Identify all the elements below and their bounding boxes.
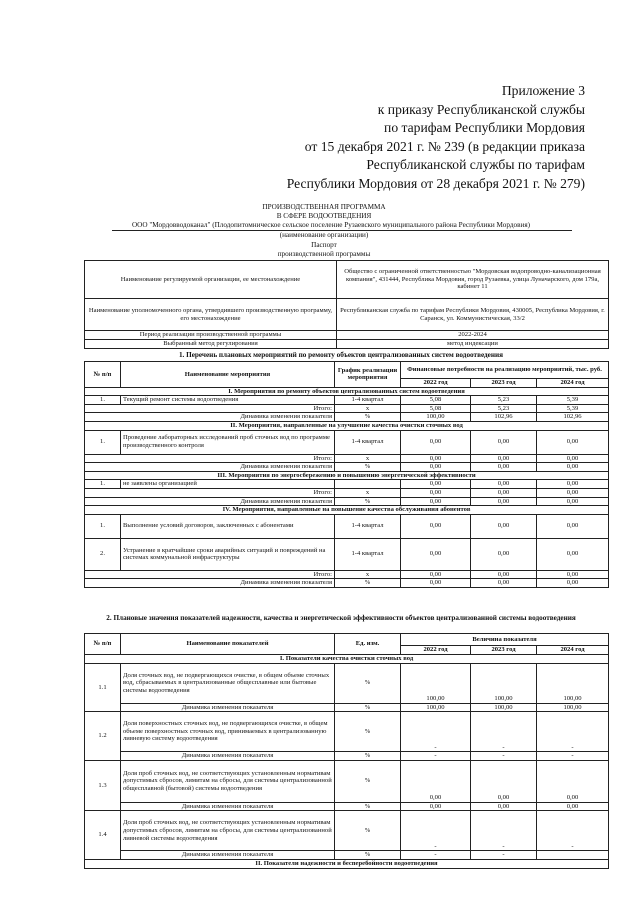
row-value: 0,00 (401, 488, 471, 497)
col-header-value: Величина показателя (401, 634, 609, 646)
row-name: Итого: (85, 570, 335, 579)
passport-value: Республиканская служба по тарифам Республики Мордовия, 430005, Республика Мордовия, г. Саранск, ул. Коммунистическая, 33/2 (337, 299, 609, 331)
total-row (85, 454, 609, 463)
appendix-line: Республики Мордовия от 28 декабря 2021 г. № 279) (286, 175, 585, 191)
section-title: IV. Мероприятия, направленные на повышение качества обслуживания абонентов (85, 506, 609, 515)
row-name: Итого: (85, 404, 335, 413)
row-value: 0,00 (537, 454, 609, 463)
row-name: Выполнение условий договоров, заключенных с абонентами (121, 514, 335, 538)
row-value: 5,23 (471, 404, 537, 413)
row-schedule: 1-4 квартал (335, 538, 401, 570)
passport-value: метод индексации (337, 340, 609, 349)
row-name: Динамика изменения показателя (85, 463, 335, 472)
row-schedule: 1-4 квартал (335, 514, 401, 538)
row-schedule (335, 480, 401, 489)
row-value: 0,00 (471, 514, 537, 538)
section-title: II. Мероприятия, направленные на улучшение качества очистки сточных вод (85, 421, 609, 430)
row-value: 0,00 (401, 802, 471, 811)
row-value: 0,00 (537, 570, 609, 579)
dynamics-row (85, 752, 609, 761)
row-value: - (471, 752, 537, 761)
passport-row (85, 340, 609, 349)
row-name: не заявлены организацией (121, 480, 335, 489)
row-value: 0,00 (401, 514, 471, 538)
row-value: 100,00 (401, 703, 471, 712)
row-value: 0,00 (537, 538, 609, 570)
row-schedule: % (335, 497, 401, 506)
row-schedule: % (335, 579, 401, 588)
row-name: Итого: (85, 488, 335, 497)
row-value: - (401, 811, 471, 851)
section-title: III. Мероприятия по энергосбережению и повышению энергетической эффективности (85, 471, 609, 480)
table-row (85, 760, 609, 802)
col-header-year: 2023 год (471, 646, 537, 655)
row-value: 100,00 (401, 663, 471, 703)
row-unit: % (335, 811, 401, 851)
row-value: 0,00 (471, 430, 537, 454)
row-schedule: 1-4 квартал (335, 430, 401, 454)
row-value: - (537, 752, 609, 761)
row-value: 100,00 (537, 663, 609, 703)
row-name: Доля проб сточных вод, не соответствующих установленным нормативам допустимых сбросов, лимитам на сбросы, для системы централизованной общесплавной (бытовой) системы водоотведения (121, 760, 335, 802)
table-row (85, 663, 609, 703)
row-name: Динамика изменения показателя (85, 497, 335, 506)
section-row (85, 421, 609, 430)
row-value: 0,00 (537, 480, 609, 489)
dynamics-row (85, 851, 609, 860)
dynamics-row (85, 413, 609, 422)
row-value: 0,00 (537, 497, 609, 506)
row-schedule: х (335, 454, 401, 463)
row-unit: % (335, 802, 401, 811)
row-value: 100,00 (471, 703, 537, 712)
row-value: - (471, 851, 537, 860)
row-value: 0,00 (401, 538, 471, 570)
section-row (85, 859, 609, 868)
row-num: 1. (85, 396, 121, 405)
row-value: 5,39 (537, 396, 609, 405)
row-schedule: % (335, 413, 401, 422)
row-num: 1.2 (85, 712, 121, 761)
row-value: 0,00 (401, 497, 471, 506)
measures-table (84, 361, 609, 588)
indicators-table (84, 633, 609, 869)
appendix-line: от 15 декабря 2021 г. № 239 (в редакции приказа (304, 138, 585, 154)
col-header-name: Наименование показателей (121, 634, 335, 655)
passport-title-line: Паспорт (311, 241, 337, 249)
col-header-year: 2023 год (471, 379, 537, 388)
passport-value: 2022-2024 (337, 331, 609, 340)
row-value: 5,08 (401, 404, 471, 413)
row-value: 0,00 (401, 760, 471, 802)
passport-row (85, 261, 609, 299)
row-num: 1.3 (85, 760, 121, 811)
appendix-line: Приложение 3 (501, 83, 585, 98)
row-value: 100,00 (401, 413, 471, 422)
section-title: I. Показатели качества очистки сточных вод (85, 655, 609, 664)
total-row (85, 488, 609, 497)
row-value: 0,00 (537, 488, 609, 497)
dynamics-row (85, 703, 609, 712)
table-row (85, 712, 609, 752)
dynamics-row (85, 497, 609, 506)
row-value: - (537, 811, 609, 851)
row-name: Динамика изменения показателя (85, 413, 335, 422)
row-name: Проведение лабораторных исследований проб сточных вод по программе производственного контроля (121, 430, 335, 454)
row-name: Динамика изменения показателя (121, 802, 335, 811)
row-value: - (471, 811, 537, 851)
row-unit: % (335, 703, 401, 712)
row-name: Устранение в кратчайшие сроки аварийных ситуаций и повреждений на системах коммунальной инфраструктуры (121, 538, 335, 570)
row-value: 0,00 (401, 454, 471, 463)
row-value: 0,00 (471, 454, 537, 463)
total-row (85, 570, 609, 579)
passport-row (85, 331, 609, 340)
row-value: 0,00 (471, 579, 537, 588)
passport-row (85, 299, 609, 331)
row-value: 102,96 (471, 413, 537, 422)
section-title: I. Мероприятия по ремонту объектов централизованных систем водоотведения (85, 387, 609, 396)
col-header-unit: Ед. изм. (335, 634, 401, 655)
row-value: - (471, 712, 537, 752)
passport-table (84, 260, 609, 349)
row-value: 102,96 (537, 413, 609, 422)
col-header-num: № п/п (85, 362, 121, 388)
row-unit: % (335, 712, 401, 752)
passport-label: Наименование регулируемой организации, ее местонахождение (85, 261, 337, 299)
row-schedule: х (335, 488, 401, 497)
table-row (85, 538, 609, 570)
program-title (74, 203, 574, 220)
table-row (85, 480, 609, 489)
section-row (85, 471, 609, 480)
total-row (85, 404, 609, 413)
table-row (85, 514, 609, 538)
row-value: - (401, 851, 471, 860)
table-header-row (85, 362, 609, 379)
row-value: 5,39 (537, 404, 609, 413)
row-value: - (401, 712, 471, 752)
appendix-line: Республиканской службы по тарифам (366, 157, 585, 173)
col-header-financing: Финансовые потребности на реализацию мероприятий, тыс. руб. (401, 362, 609, 379)
row-value: 100,00 (471, 663, 537, 703)
col-header-name: Наименование мероприятия (121, 362, 335, 388)
row-value: 0,00 (537, 802, 609, 811)
program-title-line: В СФЕРЕ ВОДООТВЕДЕНИЯ (276, 211, 372, 220)
organization-caption: (наименование организации) (279, 231, 369, 239)
row-schedule: х (335, 570, 401, 579)
row-name: Динамика изменения показателя (121, 851, 335, 860)
row-value: 100,00 (537, 703, 609, 712)
row-value: 0,00 (537, 463, 609, 472)
row-num: 1. (85, 480, 121, 489)
passport-title-line: производственной программы (277, 249, 371, 258)
row-schedule: 1-4 квартал (335, 396, 401, 405)
row-value: 0,00 (471, 760, 537, 802)
row-value: 0,00 (471, 488, 537, 497)
row-value: 0,00 (401, 570, 471, 579)
row-name: Динамика изменения показателя (121, 752, 335, 761)
row-name: Динамика изменения показателя (121, 703, 335, 712)
passport-title (74, 241, 574, 258)
row-value: 0,00 (401, 463, 471, 472)
passport-value: Общество с ограниченной ответственностью "Мордовская водопроводно-канализационная компания", 431444, Республика Мордовия, город Рузаевка, улица Луначарского, дом 179а, кабинет 11 (337, 261, 609, 299)
row-value: 0,00 (471, 497, 537, 506)
row-num: 2. (85, 538, 121, 570)
row-value: 0,00 (471, 570, 537, 579)
row-unit: % (335, 752, 401, 761)
row-unit: % (335, 760, 401, 802)
row-name: Доля поверхностных сточных вод, не подвергающихся очистке, в общем объеме поверхностных сточных вод, принимаемых в централизованную ливневую систему водоотведения (121, 712, 335, 752)
row-value: 0,00 (471, 538, 537, 570)
section-row (85, 387, 609, 396)
section-title: II. Показатели надежности и бесперебойности водоотведения (85, 859, 609, 868)
col-header-year: 2024 год (537, 379, 609, 388)
appendix-header (245, 82, 585, 194)
row-value: 0,00 (401, 430, 471, 454)
row-name: Доля сточных вод, не подвергающихся очистке, в общем объеме сточных вод, сбрасываемых в централизованные общесплавные или бытовые системы водоотведения (121, 663, 335, 703)
row-name: Текущий ремонт системы водоотведения (121, 396, 335, 405)
table-row (85, 811, 609, 851)
col-header-year: 2024 год (537, 646, 609, 655)
row-value: 0,00 (537, 579, 609, 588)
row-value: 0,00 (471, 802, 537, 811)
col-header-num: № п/п (85, 634, 121, 655)
appendix-line: по тарифам Республики Мордовия (384, 120, 585, 136)
row-value: 0,00 (537, 514, 609, 538)
row-schedule: % (335, 463, 401, 472)
row-value: 0,00 (401, 579, 471, 588)
col-header-schedule: График реализации мероприятия (335, 362, 401, 388)
row-value: - (537, 712, 609, 752)
program-title-line: ПРОИЗВОДСТВЕННАЯ ПРОГРАММА (262, 203, 386, 211)
row-value: 0,00 (471, 480, 537, 489)
table1-caption: 1. Перечень плановых мероприятий по ремонту объектов централизованных систем водоотведения (178, 351, 504, 359)
table-row (85, 430, 609, 454)
passport-label: Наименование уполномоченного органа, утвердившего производственную программу, его местонахождение (85, 299, 337, 331)
row-unit: % (335, 851, 401, 860)
row-name: Итого: (85, 454, 335, 463)
organization-line: ООО "Мордовводоканал" (Плодопитомническое сельское поселение Рузаевского муниципального района Республики Мордовия) (131, 221, 531, 229)
col-header-year: 2022 год (401, 379, 471, 388)
dynamics-row (85, 802, 609, 811)
passport-label: Выбранный метод регулирования (85, 340, 337, 349)
row-num: 1.4 (85, 811, 121, 860)
row-value: 5,23 (471, 396, 537, 405)
row-schedule: х (335, 404, 401, 413)
row-value: - (401, 752, 471, 761)
row-value: 0,00 (401, 480, 471, 489)
row-value (537, 851, 609, 860)
col-header-year: 2022 год (401, 646, 471, 655)
row-name: Динамика изменения показателя (85, 579, 335, 588)
table-row (85, 396, 609, 405)
row-num: 1. (85, 430, 121, 454)
row-value: 0,00 (537, 430, 609, 454)
table2-caption: 2. Плановые значения показателей надежности, качества и энергетической эффективности объектов централизованной системы водоотведения (106, 614, 576, 622)
row-num: 1. (85, 514, 121, 538)
row-value: 5,08 (401, 396, 471, 405)
appendix-line: к приказу Республиканской службы (377, 101, 585, 117)
dynamics-row (85, 463, 609, 472)
dynamics-row (85, 579, 609, 588)
section-row (85, 655, 609, 664)
row-num: 1.1 (85, 663, 121, 712)
row-name: Доля проб сточных вод, не соответствующих установленным нормативам допустимых сбросов, лимитам на сбросы, для системы централизованной ливневой системы водоотведения (121, 811, 335, 851)
section-row (85, 506, 609, 515)
row-value: 0,00 (471, 463, 537, 472)
row-value: 0,00 (537, 760, 609, 802)
passport-label: Период реализации производственной программы (85, 331, 337, 340)
table-header-row (85, 634, 609, 646)
row-unit: % (335, 663, 401, 703)
